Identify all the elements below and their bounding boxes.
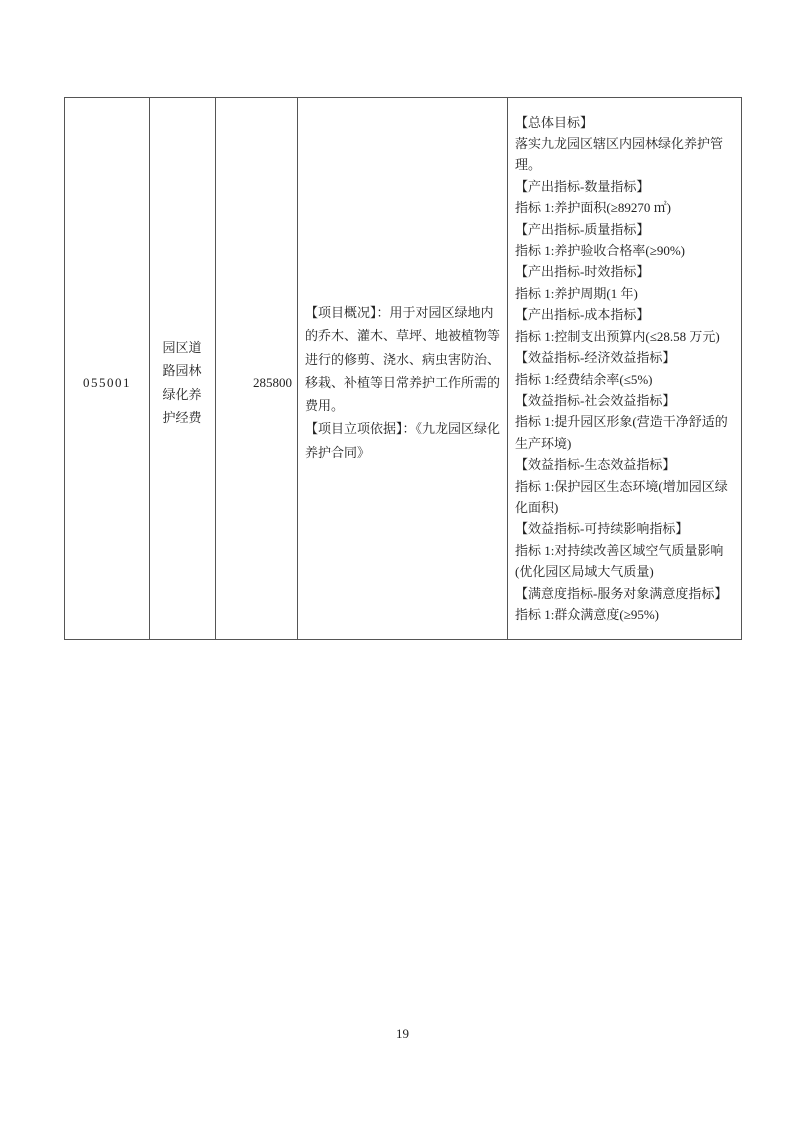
project-code-cell: [65, 98, 150, 640]
project-name-cell: [150, 98, 216, 640]
project-performance-table: [64, 97, 742, 640]
project-code: 055001: [83, 374, 131, 390]
page-number: 19: [396, 1026, 409, 1041]
project-overview-cell: [298, 98, 508, 640]
project-indicators-cell: [508, 98, 742, 640]
table-row: [65, 98, 742, 640]
project-overview: 【项目概况】：用于对园区绿地内的乔木、灌木、草坪、地被植物等进行的修剪、浇水、病虫害防治、移栽、补植等日常养护工作所需的费用。 【项目立项依据】：《九龙园区绿化养护合同》: [305, 304, 501, 460]
project-amount-cell: [216, 98, 298, 640]
project-indicators: 【总体目标】 落实九龙园区辖区内园林绿化养护管理。 【产出指标-数量指标】 指标 1:养护面积(≥89270 ㎡) 【产出指标-质量指标】 指标 1:养护验收合格率(≥90%) 【产出指标-时效指标】 指标 1:养护周期(1 年) 【产出指标-成本指标】 指标 1:控制支出预算内(≤28.58 万元) 【效益指标-经济效益指标】 指标 1:经费结余率(≤5%) 【效益指标-社会效益指标】 指标 1:提升园区形象(营造干净舒适的生产环境) 【效益指标-生态效益指标】 指标 1:保护园区生态环境(增加园区绿化面积) 【效益指标-可持续影响指标】 指标 1:对持续改善区域空气质量影响(优化园区局域大气质量) 【满意度指标-服务对象满意度指标】 指标 1:群众满意度(≥95%): [515, 114, 728, 622]
project-name: 园区道路园林绿化养护经费: [162, 339, 202, 425]
project-amount: 285800: [253, 374, 292, 390]
